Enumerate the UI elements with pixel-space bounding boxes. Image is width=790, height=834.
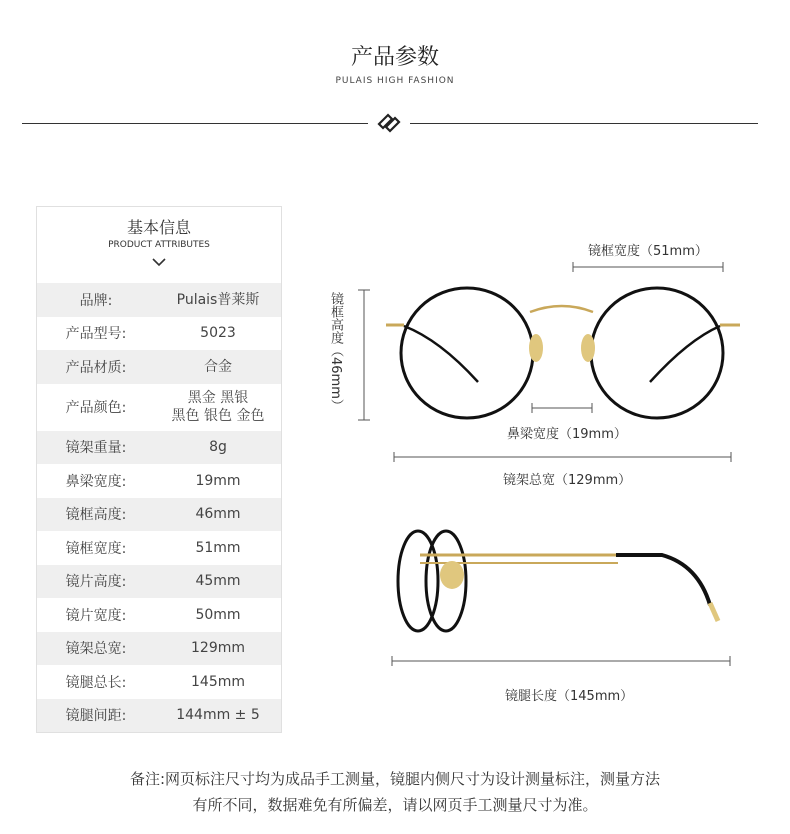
divider-left	[22, 123, 368, 124]
spec-row-temple-spacing	[37, 699, 281, 733]
spec-value: 46mm	[195, 506, 241, 523]
spec-key: 镜架总宽:	[65, 641, 127, 658]
spec-table-header	[37, 207, 281, 283]
spec-key: 鼻梁宽度:	[65, 473, 127, 490]
spec-row-weight	[37, 431, 281, 465]
spec-row-frame-height	[37, 498, 281, 532]
spec-row-lens-height	[37, 565, 281, 599]
spec-row-color	[37, 384, 281, 431]
spec-value-line1: 黑金 黑银	[187, 390, 249, 406]
spec-row-material	[37, 350, 281, 384]
spec-row-bridge-width	[37, 464, 281, 498]
total-width-line	[390, 450, 735, 464]
spec-row-lens-width	[37, 598, 281, 632]
spec-value: 144mm ± 5	[176, 707, 260, 724]
spec-key: 品牌:	[79, 292, 113, 309]
spec-value: 129mm	[191, 640, 245, 657]
spec-value-line2: 黑色 银色 金色	[171, 408, 265, 424]
spec-row-frame-width	[37, 531, 281, 565]
page-title: 产品参数	[350, 45, 439, 70]
spec-key: 产品颜色:	[65, 400, 127, 416]
chevron-down-icon	[149, 255, 169, 269]
spec-key: 镜片高度:	[65, 574, 127, 591]
spec-row-brand	[37, 283, 281, 317]
spec-key: 镜片宽度:	[65, 607, 127, 624]
spec-value: 51mm	[195, 539, 241, 556]
frame-height-label: 镜框高度（46mm）	[328, 292, 343, 412]
frame-width-label: 镜框宽度（51mm）	[588, 244, 708, 259]
spec-key: 镜框宽度:	[65, 540, 127, 557]
note-line-2: 有所不同，数据难免有所偏差，请以网页手工测量尺寸为准。	[192, 796, 598, 814]
total-width-label: 镜架总宽（129mm）	[503, 473, 632, 488]
spec-key: 镜腿总长:	[65, 674, 127, 691]
note-line-1: 备注:网页标注尺寸均为成品手工测量，镜腿内侧尺寸为设计测量标注，测量方法	[129, 770, 661, 788]
spec-value: 8g	[209, 439, 227, 456]
spec-key: 产品型号:	[65, 326, 127, 343]
spec-value: 19mm	[195, 472, 241, 489]
spec-key: 镜架重量:	[65, 440, 127, 457]
spec-value: 5023	[200, 325, 236, 342]
spec-row-model	[37, 317, 281, 351]
spec-value: 145mm	[191, 673, 245, 690]
spec-value: 50mm	[195, 606, 241, 623]
spec-key: 产品材质:	[65, 359, 127, 376]
spec-value: Pulais普莱斯	[176, 291, 260, 308]
spec-key: 镜腿间距:	[65, 708, 127, 725]
spec-key: 镜框高度:	[65, 507, 127, 524]
spec-value: 合金	[204, 358, 232, 375]
brand-logo-icon	[376, 112, 402, 134]
spec-value	[155, 389, 281, 425]
divider-right	[410, 123, 758, 124]
footer-note	[0, 766, 790, 818]
spec-subtitle: PRODUCT ATTRIBUTES	[108, 240, 210, 250]
temple-length-label: 镜腿长度（145mm）	[505, 689, 634, 704]
glasses-side-view	[380, 525, 740, 675]
spec-table	[36, 206, 282, 733]
bridge-width-label: 鼻梁宽度（19mm）	[507, 427, 627, 442]
spec-title: 基本信息	[126, 218, 191, 237]
spec-row-total-width	[37, 632, 281, 666]
glasses-front-view	[300, 230, 760, 450]
page-subtitle: PULAIS HIGH FASHION	[335, 76, 455, 86]
spec-value: 45mm	[195, 573, 241, 590]
spec-row-temple-length	[37, 665, 281, 699]
